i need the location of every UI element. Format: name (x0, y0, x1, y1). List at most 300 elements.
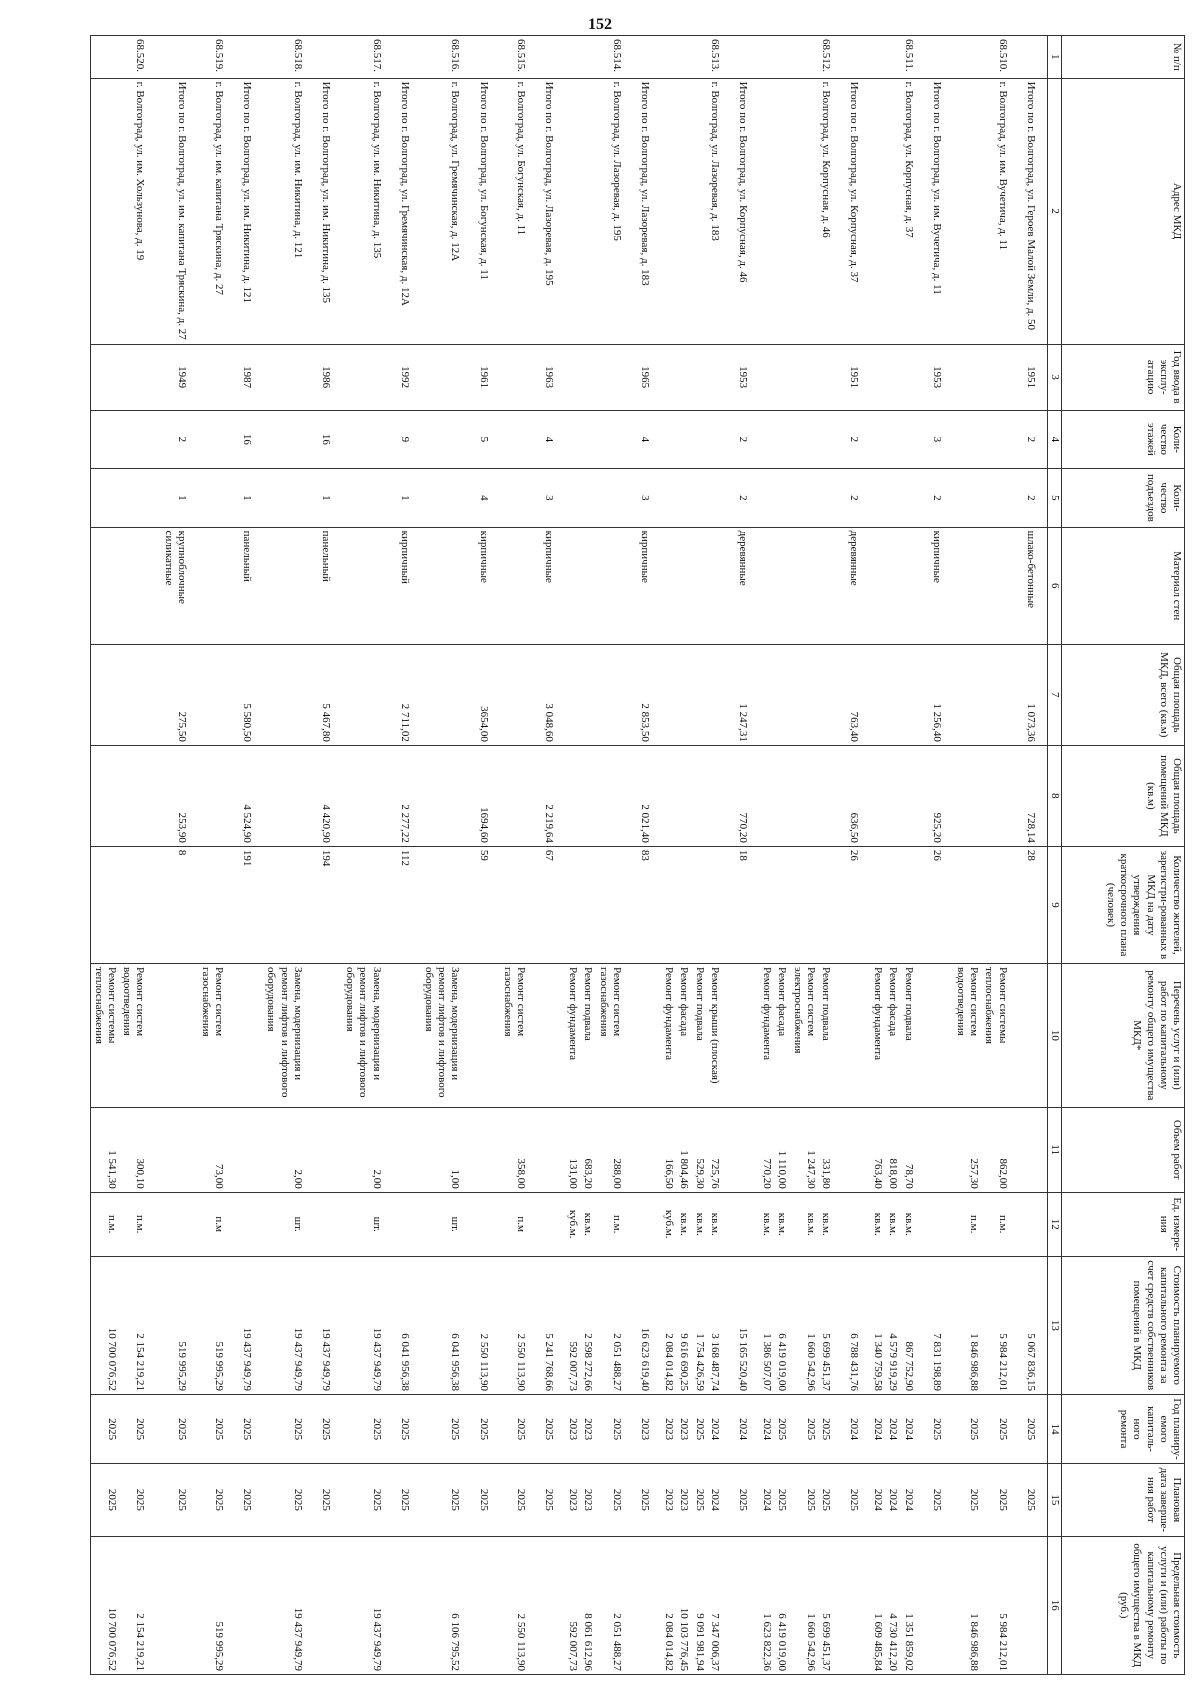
total-max-cost (318, 1536, 342, 1674)
area-total (676, 644, 691, 745)
total-residents: 26 (929, 846, 953, 963)
total-cost: 19 437 949,79 (318, 1256, 342, 1394)
work-cost: 2 154 219,21 (119, 1256, 160, 1394)
area-premises (263, 745, 318, 846)
plan-year: 2023 (661, 1394, 676, 1463)
row-number: 68.510. (981, 36, 1022, 79)
header-cell: Материал стен (1062, 527, 1185, 644)
header-cell: Плановая дата заверше-ния работ (1062, 1464, 1185, 1536)
row-number (953, 36, 981, 79)
work-name: Ремонт подвала (818, 963, 846, 1107)
table-row (90, 36, 119, 1675)
work-unit: п.м. (953, 1192, 981, 1256)
total-cost: 16 623 619,40 (637, 1256, 661, 1394)
entrances (119, 469, 160, 528)
total-area-premises: 4 420,90 (318, 745, 342, 846)
header-cell: Коли-чество подъездов (1062, 469, 1185, 528)
area-premises (421, 745, 476, 846)
column-number-cell: 5 (1047, 469, 1061, 528)
year (90, 344, 119, 410)
total-floors: 5 (475, 410, 499, 469)
address: г. Волгоград, ул. Гремячинская, д. 12А (421, 78, 476, 344)
entrances (580, 469, 595, 528)
max-cost: 2 550 113,90 (500, 1536, 541, 1674)
total-entrances: 1 (239, 469, 263, 528)
total-residents: 67 (541, 846, 565, 963)
entrances (691, 469, 706, 528)
total-label: Итого по г. Волгоград, ул. им. Никитина, д. 135 (318, 78, 342, 344)
address (691, 78, 706, 344)
total-floors: 16 (318, 410, 342, 469)
header-cell: Стоимость планируемого капитального ремонта за счет средств собственников помещений в МКД (1062, 1256, 1185, 1394)
area-premises (119, 745, 160, 846)
plan-year: 2024 (885, 1394, 900, 1463)
total-cost: 6 788 431,76 (846, 1256, 870, 1394)
residents (901, 846, 929, 963)
residents (981, 846, 1022, 963)
plan-year: 2025 (818, 1394, 846, 1463)
work-cost: 1 660 542,96 (789, 1256, 817, 1394)
total-entrances: 1 (160, 469, 197, 528)
header-cell: Год планиру-емого капиталь-ного ремонта (1062, 1394, 1185, 1463)
year (691, 344, 706, 410)
year (500, 344, 541, 410)
row-number: 68.517. (342, 36, 397, 79)
plan-year: 2025 (119, 1394, 160, 1463)
header-cell: Предельная стоимость услуги и (или) работы по капитальному ремонту общего имущества в МКД (руб.) (1062, 1536, 1185, 1674)
work-name: Ремонт систем газоснабжения (500, 963, 541, 1107)
max-cost: 8 061 612,96 (580, 1536, 595, 1674)
total-label: Итого по г. Волгоград, ул. им. Вучетича, д. 11 (929, 78, 953, 344)
column-number-cell: 4 (1047, 410, 1061, 469)
material (342, 527, 397, 644)
finish-year: 2025 (119, 1464, 160, 1536)
entrances (565, 469, 580, 528)
finish-year: 2024 (759, 1464, 774, 1536)
plan-year: 2025 (263, 1394, 318, 1463)
total-finish: 2025 (160, 1464, 197, 1536)
total-entrances: 4 (475, 469, 499, 528)
work-volume: 300,10 (119, 1107, 160, 1192)
residents (676, 846, 691, 963)
material (500, 527, 541, 644)
row-number (580, 36, 595, 79)
row-number (759, 36, 774, 79)
total-floors: 2 (846, 410, 870, 469)
plan-year: 2024 (870, 1394, 885, 1463)
work-unit: кв.м. (870, 1192, 885, 1256)
total-row (637, 36, 661, 1675)
plan-year: 2025 (691, 1394, 706, 1463)
total-cost: 5 067 836,15 (1023, 1256, 1048, 1394)
total-year: 1987 (239, 344, 263, 410)
column-number-cell: 12 (1047, 1192, 1061, 1256)
work-cost: 2 051 488,27 (596, 1256, 637, 1394)
total-residents: 26 (846, 846, 870, 963)
row-number: 68.520. (119, 36, 160, 79)
finish-year: 2023 (565, 1464, 580, 1536)
entrances (707, 469, 735, 528)
table-row (759, 36, 774, 1675)
total-label: Итого по г. Волгоград, ул. Корпусная, д. 46 (735, 78, 759, 344)
total-plan-year: 2024 (735, 1394, 759, 1463)
work-volume: 862,00 (981, 1107, 1022, 1192)
floors (596, 410, 637, 469)
finish-year: 2025 (691, 1464, 706, 1536)
year (198, 344, 239, 410)
total-residents: 18 (735, 846, 759, 963)
work-volume: 529,30 (691, 1107, 706, 1192)
total-row (239, 36, 263, 1675)
floors (500, 410, 541, 469)
plan-year: 2025 (500, 1394, 541, 1463)
work-name: Ремонт фундамента (870, 963, 885, 1107)
material (661, 527, 676, 644)
residents (707, 846, 735, 963)
finish-year: 2025 (818, 1464, 846, 1536)
area-premises (90, 745, 119, 846)
area-premises (596, 745, 637, 846)
table-row (580, 36, 595, 1675)
work-name: Ремонт фундамента (759, 963, 774, 1107)
page-number: 152 (588, 16, 612, 33)
total-max-cost (637, 1536, 661, 1674)
total-floors: 2 (160, 410, 197, 469)
area-premises (691, 745, 706, 846)
max-cost: 1 351 859,02 (901, 1536, 929, 1674)
total-volume (541, 1107, 565, 1192)
work-cost: 592 007,73 (565, 1256, 580, 1394)
entrances (818, 469, 846, 528)
entrances (263, 469, 318, 528)
address (759, 78, 774, 344)
max-cost: 9 091 981,94 (691, 1536, 706, 1674)
work-cost: 2 598 272,66 (580, 1256, 595, 1394)
work-volume: 1,00 (421, 1107, 476, 1192)
total-unit (318, 1192, 342, 1256)
area-total (691, 644, 706, 745)
total-material: кирпичные (929, 527, 953, 644)
total-floors: 2 (735, 410, 759, 469)
total-plan-year: 2023 (637, 1394, 661, 1463)
total-area-premises: 2 219,64 (541, 745, 565, 846)
total-material: крупноблочные силикатные (160, 527, 197, 644)
total-label: Итого по г. Волгоград, ул. им. Никитина, д. 121 (239, 78, 263, 344)
area-premises (580, 745, 595, 846)
year (676, 344, 691, 410)
area-total (870, 644, 885, 745)
finish-year: 2025 (981, 1464, 1022, 1536)
total-num (239, 36, 263, 79)
year (789, 344, 817, 410)
total-plan-year: 2025 (475, 1394, 499, 1463)
total-work (397, 963, 421, 1107)
total-finish: 2025 (239, 1464, 263, 1536)
total-area-premises: 728,14 (1023, 745, 1048, 846)
area-total (789, 644, 817, 745)
material (981, 527, 1022, 644)
total-row (846, 36, 870, 1675)
material (691, 527, 706, 644)
total-area-premises: 4 524,90 (239, 745, 263, 846)
entrances (198, 469, 239, 528)
area-premises (342, 745, 397, 846)
material (90, 527, 119, 644)
total-max-cost (475, 1536, 499, 1674)
address (565, 78, 580, 344)
total-residents: 112 (397, 846, 421, 963)
year (981, 344, 1022, 410)
work-volume: 1 541,30 (90, 1107, 119, 1192)
area-total (774, 644, 789, 745)
work-unit: кв.м. (774, 1192, 789, 1256)
floors (421, 410, 476, 469)
floors (676, 410, 691, 469)
total-finish: 2025 (637, 1464, 661, 1536)
total-volume (475, 1107, 499, 1192)
total-num (160, 36, 197, 79)
total-plan-year: 2025 (397, 1394, 421, 1463)
total-unit (475, 1192, 499, 1256)
finish-year: 2025 (342, 1464, 397, 1536)
total-material: шлако-бетонные (1023, 527, 1048, 644)
total-unit (735, 1192, 759, 1256)
total-num (1023, 36, 1048, 79)
address (676, 78, 691, 344)
address (870, 78, 885, 344)
row-number: 68.518. (263, 36, 318, 79)
address (789, 78, 817, 344)
total-area-premises: 2 277,22 (397, 745, 421, 846)
floors (759, 410, 774, 469)
residents (818, 846, 846, 963)
table-row (870, 36, 885, 1675)
year (263, 344, 318, 410)
total-unit (239, 1192, 263, 1256)
residents (596, 846, 637, 963)
work-unit: кв.м. (901, 1192, 929, 1256)
max-cost: 2 084 014,82 (661, 1536, 676, 1674)
work-name: Ремонт фундамента (565, 963, 580, 1107)
floors (981, 410, 1022, 469)
work-volume: 331,80 (818, 1107, 846, 1192)
area-premises (818, 745, 846, 846)
total-residents: 59 (475, 846, 499, 963)
floors (198, 410, 239, 469)
column-number-cell: 1 (1047, 36, 1061, 79)
work-unit: куб.м. (565, 1192, 580, 1256)
work-unit: кв.м. (818, 1192, 846, 1256)
total-work (929, 963, 953, 1107)
total-max-cost (929, 1536, 953, 1674)
row-number: 68.515. (500, 36, 541, 79)
work-name: Замена, модернизация и ремонт лифтов и лифтового оборудования (421, 963, 476, 1107)
work-cost: 5 699 451,37 (818, 1256, 846, 1394)
column-number-cell: 11 (1047, 1107, 1061, 1192)
column-number-cell: 6 (1047, 527, 1061, 644)
address (953, 78, 981, 344)
work-unit: кв.м. (691, 1192, 706, 1256)
work-volume: 257,30 (953, 1107, 981, 1192)
row-number (565, 36, 580, 79)
work-cost: 1 754 426,59 (691, 1256, 706, 1394)
total-num (397, 36, 421, 79)
year (774, 344, 789, 410)
row-number (661, 36, 676, 79)
area-total (885, 644, 900, 745)
total-volume (160, 1107, 197, 1192)
address: г. Волгоград, ул. Корпусная, д. 46 (818, 78, 846, 344)
max-cost: 1 609 485,84 (870, 1536, 885, 1674)
floors (691, 410, 706, 469)
plan-year: 2023 (676, 1394, 691, 1463)
work-volume: 2,00 (263, 1107, 318, 1192)
max-cost: 592 007,73 (565, 1536, 580, 1674)
total-row (1023, 36, 1048, 1675)
total-year: 1992 (397, 344, 421, 410)
area-premises (676, 745, 691, 846)
max-cost: 2 154 219,21 (119, 1536, 160, 1674)
entrances (885, 469, 900, 528)
total-work (735, 963, 759, 1107)
address (90, 78, 119, 344)
residents (870, 846, 885, 963)
table-row (421, 36, 476, 1675)
total-plan-year: 2025 (541, 1394, 565, 1463)
work-cost: 867 752,90 (901, 1256, 929, 1394)
area-premises (774, 745, 789, 846)
material (596, 527, 637, 644)
area-total (661, 644, 676, 745)
floors (90, 410, 119, 469)
floors (818, 410, 846, 469)
material (676, 527, 691, 644)
finish-year: 2024 (870, 1464, 885, 1536)
max-cost: 5 984 212,01 (981, 1536, 1022, 1674)
finish-year: 2023 (676, 1464, 691, 1536)
plan-year: 2025 (421, 1394, 476, 1463)
table-row (596, 36, 637, 1675)
work-unit: кв.м. (676, 1192, 691, 1256)
residents (90, 846, 119, 963)
area-total (707, 644, 735, 745)
residents (119, 846, 160, 963)
total-finish: 2025 (1023, 1464, 1048, 1536)
finish-year: 2025 (500, 1464, 541, 1536)
total-year: 1951 (1023, 344, 1048, 410)
header-cell: № п/п (1062, 36, 1185, 79)
work-volume: 770,20 (759, 1107, 774, 1192)
address: г. Волгоград, ул. им. Никитина, д. 135 (342, 78, 397, 344)
header-cell: Перечень услуг и (или) работ по капитальному ремонту общего имущества МКД* (1062, 963, 1185, 1107)
total-material: кирпичные (475, 527, 499, 644)
total-work (1023, 963, 1048, 1107)
row-number: 68.511. (901, 36, 929, 79)
residents (774, 846, 789, 963)
total-area-total: 2 853,50 (637, 644, 661, 745)
total-plan-year: 2025 (239, 1394, 263, 1463)
material (789, 527, 817, 644)
area-total (580, 644, 595, 745)
year (596, 344, 637, 410)
material (119, 527, 160, 644)
work-unit: кв.м. (789, 1192, 817, 1256)
total-year: 1963 (541, 344, 565, 410)
total-residents: 28 (1023, 846, 1048, 963)
row-number (676, 36, 691, 79)
work-unit: шт. (342, 1192, 397, 1256)
year (119, 344, 160, 410)
area-premises (198, 745, 239, 846)
plan-year: 2023 (565, 1394, 580, 1463)
address: г. Волгоград, ул. им. Хользунова, д. 19 (119, 78, 160, 344)
total-material: панельный (318, 527, 342, 644)
floors (661, 410, 676, 469)
address: г. Волгоград, ул. им. Никитина, д. 121 (263, 78, 318, 344)
year (901, 344, 929, 410)
total-area-total: 1 247,31 (735, 644, 759, 745)
residents (759, 846, 774, 963)
table-row (263, 36, 318, 1675)
area-total (596, 644, 637, 745)
total-area-premises: 770,20 (735, 745, 759, 846)
total-unit (160, 1192, 197, 1256)
material (565, 527, 580, 644)
column-number-cell: 8 (1047, 745, 1061, 846)
table-row (198, 36, 239, 1675)
area-premises (885, 745, 900, 846)
total-area-total: 1 073,36 (1023, 644, 1048, 745)
total-entrances: 2 (846, 469, 870, 528)
total-cost: 7 831 198,89 (929, 1256, 953, 1394)
total-material: кирпичные (541, 527, 565, 644)
area-total (901, 644, 929, 745)
plan-year: 2024 (759, 1394, 774, 1463)
work-name: Ремонт системы теплоснабжения (981, 963, 1022, 1107)
column-number-cell: 9 (1047, 846, 1061, 963)
total-num (929, 36, 953, 79)
total-floors: 16 (239, 410, 263, 469)
year (759, 344, 774, 410)
total-label: Итого по г. Волгоград, ул. Богунская, д. 11 (475, 78, 499, 344)
year (707, 344, 735, 410)
finish-year: 2024 (901, 1464, 929, 1536)
total-year: 1965 (637, 344, 661, 410)
table-body (90, 36, 1047, 1675)
material (885, 527, 900, 644)
total-max-cost (397, 1536, 421, 1674)
area-premises (901, 745, 929, 846)
total-cost: 15 165 520,40 (735, 1256, 759, 1394)
floors (119, 410, 160, 469)
rotated-table-area (50, 35, 1185, 1675)
floors (901, 410, 929, 469)
total-entrances: 1 (397, 469, 421, 528)
area-total (263, 644, 318, 745)
address: г. Волгоград, ул. им. Вучетича, д. 11 (981, 78, 1022, 344)
residents (691, 846, 706, 963)
total-floors: 4 (541, 410, 565, 469)
work-cost: 519 995,29 (198, 1256, 239, 1394)
work-volume: 288,00 (596, 1107, 637, 1192)
total-year: 1953 (735, 344, 759, 410)
work-cost: 6 041 956,38 (421, 1256, 476, 1394)
max-cost: 5 699 451,37 (818, 1536, 846, 1674)
total-num (846, 36, 870, 79)
total-year: 1953 (929, 344, 953, 410)
total-area-total: 5 467,80 (318, 644, 342, 745)
work-volume: 358,00 (500, 1107, 541, 1192)
